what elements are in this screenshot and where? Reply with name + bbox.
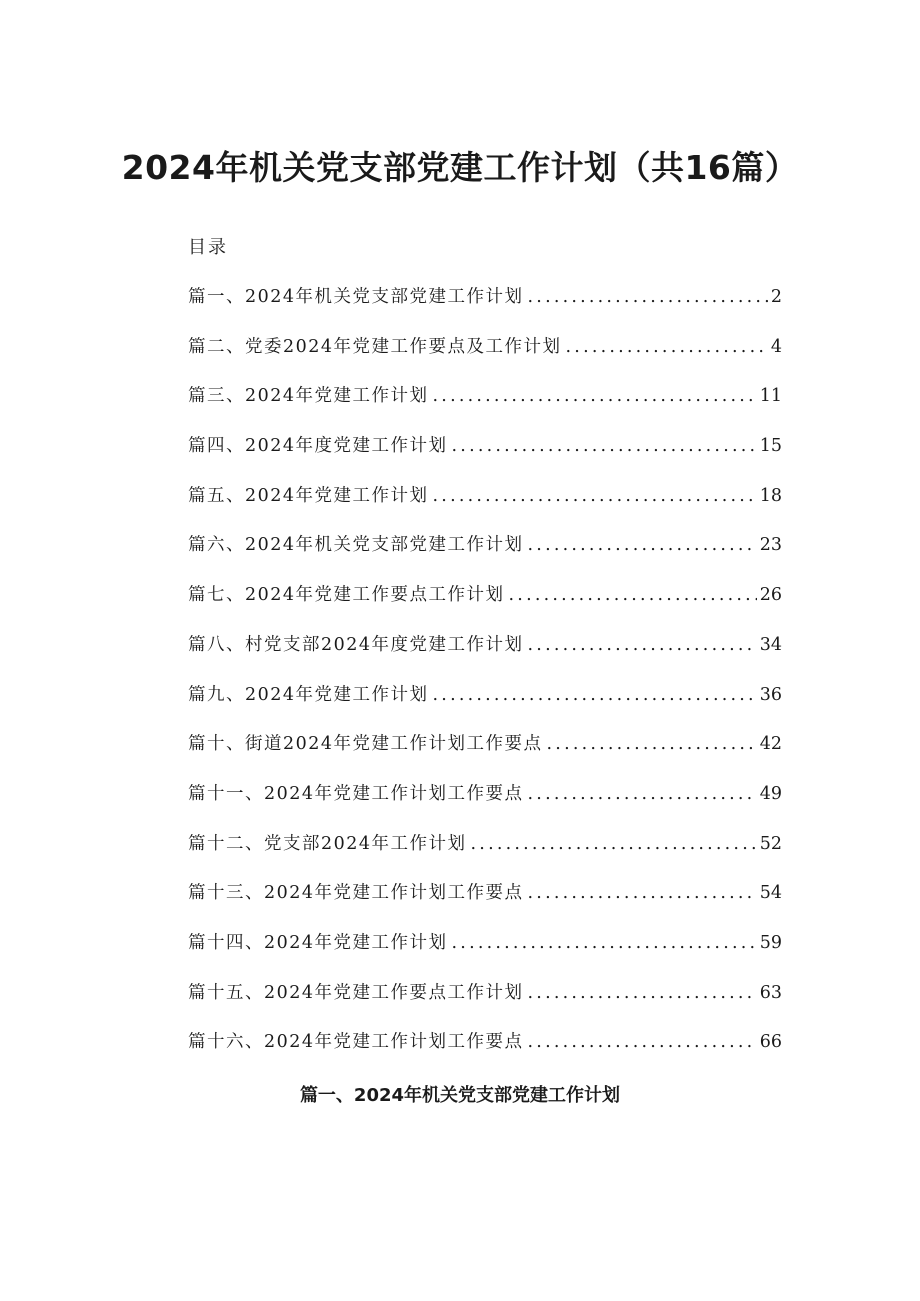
toc-page-number: 42	[759, 734, 782, 755]
toc-dot-leader	[509, 582, 757, 608]
toc-page-number: 4	[770, 336, 782, 357]
toc-item-label: 篇十三、2024年党建工作计划工作要点	[188, 883, 524, 904]
toc-item[interactable]	[188, 532, 782, 582]
toc-page-number: 49	[759, 783, 782, 804]
document-title: 2024年机关党支部党建工作计划（共16篇）	[121, 148, 799, 187]
toc-item[interactable]	[188, 930, 782, 980]
toc-item-label: 篇一、2024年机关党支部党建工作计划	[188, 287, 524, 307]
toc-item-label: 篇八、村党支部2024年度党建工作计划	[188, 634, 524, 655]
toc-dot-leader	[528, 781, 757, 807]
toc-page-number: 52	[759, 833, 782, 854]
toc-item[interactable]	[188, 632, 782, 682]
toc-item[interactable]	[188, 483, 782, 533]
toc-item-label: 篇十二、党支部2024年工作计划	[188, 833, 467, 854]
toc-dot-leader	[566, 334, 768, 360]
toc-item-label: 篇六、2024年机关党支部党建工作计划	[188, 535, 524, 556]
toc-item-label: 篇十、街道2024年党建工作计划工作要点	[188, 734, 543, 755]
toc-item-label: 篇二、党委2024年党建工作要点及工作计划	[188, 336, 562, 357]
toc-dot-leader	[433, 383, 757, 409]
table-of-contents	[188, 284, 782, 1079]
toc-dot-leader	[528, 532, 757, 558]
toc-dot-leader	[528, 632, 757, 658]
toc-item[interactable]	[188, 731, 782, 781]
toc-item[interactable]	[188, 284, 782, 334]
toc-item[interactable]	[188, 582, 782, 632]
toc-dot-leader	[547, 731, 757, 757]
toc-dot-leader	[528, 880, 757, 906]
toc-page-number: 59	[759, 932, 782, 953]
toc-dot-leader	[528, 980, 757, 1006]
toc-item[interactable]	[188, 383, 782, 433]
toc-item-label: 篇三、2024年党建工作计划	[188, 386, 429, 407]
toc-item[interactable]	[188, 831, 782, 881]
toc-item-label: 篇十四、2024年党建工作计划	[188, 932, 448, 953]
toc-page-number: 23	[759, 535, 782, 556]
toc-page-number: 18	[759, 485, 782, 506]
toc-dot-leader	[528, 1029, 757, 1055]
toc-item[interactable]	[188, 1029, 782, 1079]
toc-page-number: 26	[759, 585, 782, 606]
toc-page-number: 66	[759, 1032, 782, 1053]
toc-item[interactable]	[188, 682, 782, 732]
toc-dot-leader	[452, 930, 757, 956]
toc-dot-leader	[528, 284, 768, 310]
toc-item[interactable]	[188, 980, 782, 1030]
toc-item[interactable]	[188, 334, 782, 384]
toc-item-label: 篇九、2024年党建工作计划	[188, 684, 429, 705]
toc-item[interactable]	[188, 880, 782, 930]
toc-dot-leader	[452, 433, 757, 459]
toc-item-label: 篇十五、2024年党建工作要点工作计划	[188, 982, 524, 1003]
toc-item-label: 篇五、2024年党建工作计划	[188, 485, 429, 506]
toc-page-number: 15	[759, 436, 782, 457]
toc-item[interactable]	[188, 781, 782, 831]
toc-dot-leader	[433, 483, 757, 509]
toc-page-number: 36	[759, 684, 782, 705]
toc-page-number: 54	[759, 883, 782, 904]
toc-heading: 目录	[188, 237, 228, 258]
toc-page-number: 2	[770, 287, 782, 307]
toc-page-number: 11	[759, 386, 782, 407]
section-title: 篇一、2024年机关党支部党建工作计划	[299, 1085, 621, 1106]
toc-dot-leader	[471, 831, 757, 857]
toc-item-label: 篇十六、2024年党建工作计划工作要点	[188, 1032, 524, 1053]
toc-page-number: 63	[759, 982, 782, 1003]
toc-item-label: 篇七、2024年党建工作要点工作计划	[188, 585, 505, 606]
toc-item-label: 篇十一、2024年党建工作计划工作要点	[188, 783, 524, 804]
toc-item-label: 篇四、2024年度党建工作计划	[188, 436, 448, 457]
toc-dot-leader	[433, 682, 757, 708]
toc-page-number: 34	[759, 634, 782, 655]
toc-item[interactable]	[188, 433, 782, 483]
